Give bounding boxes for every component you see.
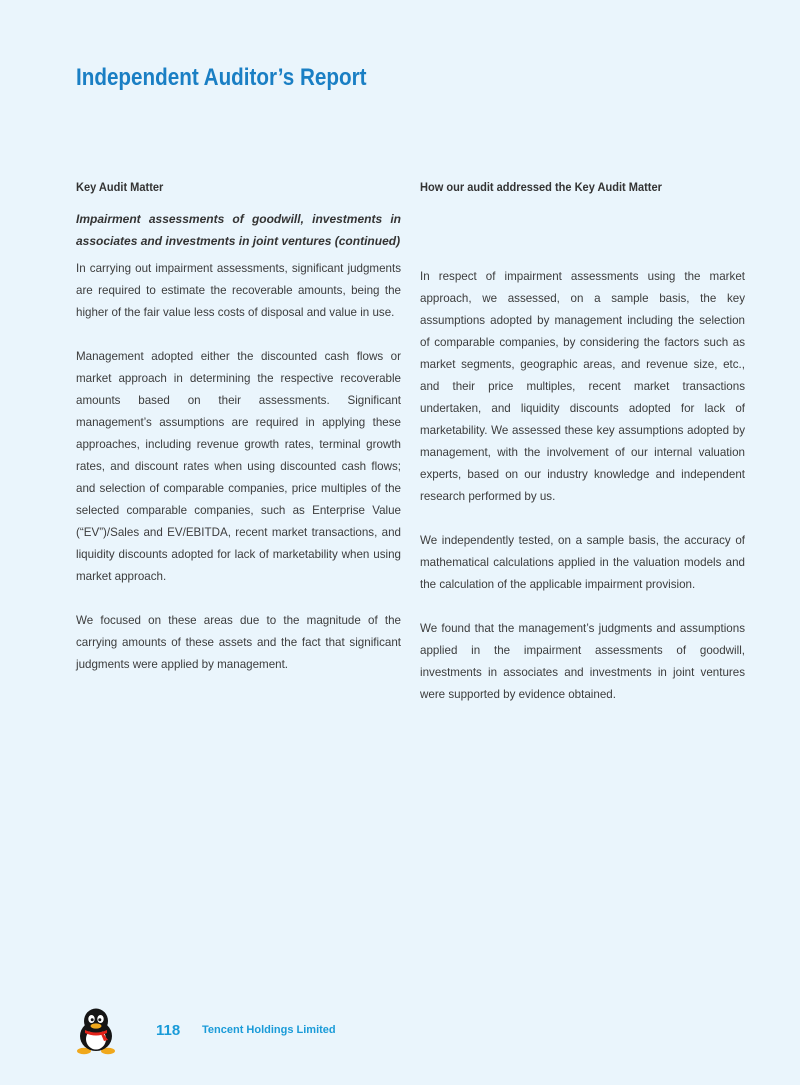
page-title: Independent Auditor’s Report	[76, 64, 367, 91]
matter-subheading: Impairment assessments of goodwill, investments in associates and investments in joint ventures (continued)	[76, 212, 401, 248]
key-audit-matter-column	[76, 180, 401, 698]
matter-paragraph: We focused on these areas due to the magnitude of the carrying amounts of these assets and the fact that significant judgments were applied by management.	[76, 614, 401, 671]
company-name: Tencent Holdings Limited	[202, 1024, 336, 1036]
response-paragraph: We independently tested, on a sample basis, the accuracy of mathematical calculations applied in the valuation models and the calculation of the applicable impairment provision.	[420, 534, 745, 591]
page-number: 118	[156, 1022, 181, 1039]
matter-paragraph: In carrying out impairment assessments, significant judgments are required to estimate the recoverable amounts, being the higher of the fair value less costs of disposal and value in use.	[76, 262, 401, 319]
matter-paragraph: Management adopted either the discounted cash flows or market approach in determining the respective recoverable amounts based on their assessments. Significant management’s assumptions are required in applying these approaches, including revenue growth rates, terminal growth rates, and discount rates when using discounted cash flows; and selection of comparable companies, price multiples of the selected comparable companies, such as Enterprise Value (“EV”)/Sales and EV/EBITDA, recent market transactions, and liquidity discounts adopted for lack of marketability when using market approach.	[76, 350, 401, 583]
audit-response-heading: How our audit addressed the Key Audit Matter	[420, 180, 662, 194]
response-paragraph: In respect of impairment assessments using the market approach, we assessed, on a sample basis, the key assumptions adopted by management including the selection of comparable companies, by considering the factors such as market segments, geographic areas, and revenue size, etc., and their price multiples, recent market transactions undertaken, and liquidity discounts adopted for lack of marketability. We assessed these key assumptions adopted by management, with the involvement of our internal valuation experts, based on our industry knowledge and independent research performed by us.	[420, 270, 745, 503]
response-paragraph: We found that the management’s judgments and assumptions applied in the impairment assessments of goodwill, investments in associates and investments in joint ventures were supported by evidence obtained.	[420, 622, 745, 701]
audit-response-column	[420, 180, 745, 728]
matter-body	[76, 258, 401, 676]
response-body	[420, 266, 745, 706]
penguin-logo-icon	[76, 1006, 116, 1056]
key-audit-matter-heading: Key Audit Matter	[76, 180, 164, 194]
page-footer	[76, 1006, 476, 1056]
